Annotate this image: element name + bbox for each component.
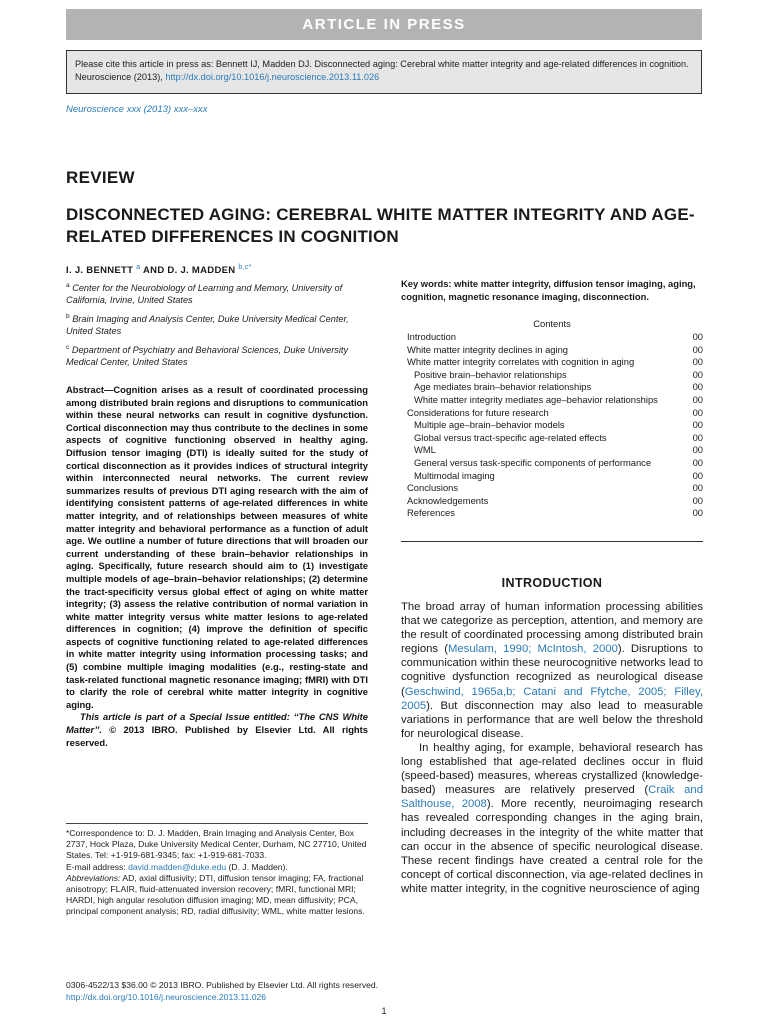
intro-text: ). Disruptions to communication within these neurocognitive networks lead to cognitive dysfunction recognized as neurological disease ( [401, 643, 703, 698]
citation-link[interactable]: Mesulam, 1990; McIntosh, 2000 [447, 643, 618, 656]
citation-box [66, 50, 702, 94]
author-name: I. J. BENNETT [66, 265, 134, 277]
toc-page: 00 [692, 343, 703, 355]
abbreviations-note [66, 873, 368, 918]
abbreviations-label: Abbreviations: [66, 872, 121, 883]
toc-item[interactable] [407, 356, 703, 369]
abstract [66, 384, 368, 749]
article-in-press-banner: ARTICLE IN PRESS [66, 9, 702, 40]
toc-subitem[interactable] [407, 381, 703, 394]
toc-label: References [407, 507, 455, 519]
toc-label: Acknowledgements [407, 494, 489, 506]
introduction-body [401, 600, 703, 896]
toc-page: 00 [692, 507, 703, 519]
special-issue-note: This article is part of a Special Issue entitled: ‘‘The CNS White Matter’’. [66, 711, 368, 736]
toc-page: 00 [692, 419, 703, 431]
footnotes [66, 823, 368, 918]
article-title: DISCONNECTED AGING: CEREBRAL WHITE MATTER INTEGRITY AND AGE-RELATED DIFFERENCES IN COGNITION [66, 205, 695, 246]
bottom-legal [66, 980, 378, 1003]
abstract-special-issue [66, 711, 368, 749]
toc-label: Multimodal imaging [414, 469, 495, 481]
affiliation-sup: b [66, 312, 70, 320]
citation-doi-link[interactable]: http://dx.doi.org/10.1016/j.neuroscience.2013.11.026 [165, 72, 380, 82]
affiliation-item [66, 280, 366, 307]
copyright-note: © 2013 IBRO. Published by Elsevier Ltd. All rights reserved. [66, 724, 368, 748]
affiliation-text: Brain Imaging and Analysis Center, Duke University Medical Center, United States [66, 313, 349, 337]
affiliation-sup: c [66, 343, 70, 351]
toc-page: 00 [692, 381, 703, 393]
intro-paragraph [401, 741, 703, 896]
contents-heading: Contents [533, 318, 571, 329]
intro-paragraph [401, 600, 703, 741]
toc-label: White matter integrity correlates with cognition in aging [407, 356, 635, 368]
intro-text: ). But disconnection may also lead to measurable variations in performance that are well below the threshold for neurological disease. [401, 699, 703, 740]
email-line [66, 862, 368, 873]
affiliations [66, 280, 366, 373]
affiliation-item [66, 311, 366, 338]
toc-page: 00 [692, 469, 703, 481]
introduction-heading: INTRODUCTION [501, 576, 603, 590]
toc-subitem[interactable] [407, 369, 703, 382]
toc-label: General versus task-specific components of performance [414, 456, 652, 468]
affiliation-sup: a [66, 282, 70, 289]
intro-text: In healthy aging, for example, behavioral research has long established that age-related declines occur in fluid (speed-based) measures, whereas crystallized (knowledge-based) measures are relatively preserved ( [401, 741, 703, 797]
author-name: D. J. MADDEN [167, 265, 236, 277]
toc-item[interactable] [407, 407, 703, 420]
correspondence-note: *Correspondence to: D. J. Madden, Brain Imaging and Analysis Center, Box 2737, Hock Plaza, Duke University Medical Center, Durham, NC 27710, United States. Tel: +1-919-681-9345; fax: +1-919-681-7033. [66, 828, 367, 861]
toc-page: 00 [692, 368, 703, 380]
section-label: REVIEW [66, 168, 135, 187]
email-suffix: (D. J. Madden). [226, 861, 288, 872]
citation-link[interactable]: Craik and Salthouse, 2008 [401, 784, 703, 811]
keywords: Key words: white matter integrity, diffusion tensor imaging, aging, cognition, magnetic resonance imaging, disconnection. [401, 278, 696, 302]
affiliation-item [66, 342, 366, 369]
toc-label: White matter integrity mediates age–behavior relationships [414, 393, 658, 405]
toc-item[interactable] [407, 344, 703, 357]
abstract-body: Abstract—Cognition arises as a result of coordinated processing among distributed brain regions and disruptions to communication within these neural networks can result in cognitive dysfunction. Cortical disconnection may thus contribute to the declines in some aspects of cognitive functioning observed in healthy aging. Diffusion tensor imaging (DTI) is ideally suited for the study of cortical disconnection as it provides indices of structural integrity within interconnected neural networks. The current review summarizes results of previous DTI aging research with the aim of identifying consistent patterns of age-related differences in white matter integrity, and of relationships between measures of white matter integrity and behavioral performance as a function of adult age. We outline a number of future directions that will broaden our current understanding of these brain–behavior relationships in aging. Specifically, future research should aim to (1) investigate multiple models of age–brain–behavior relationships; (2) determine the tract-specificity versus global effect of aging on white matter integrity; (3) assess the relative contribution of normal variation in white matter integrity versus white matter lesions to age-related differences in cognition; (4) improve the definition of specific aspects of cognitive functioning related to age-related differences in white matter integrity using information processing tasks; and (5) combine multiple imaging modalities (e.g., resting-state and task-related functional magnetic resonance imaging; fMRI) with DTI to clarify the role of cerebral white matter integrity in cognitive aging. [66, 384, 368, 710]
toc-label: Introduction [407, 331, 456, 342]
toc-subitem[interactable] [407, 444, 703, 457]
toc-page: 00 [692, 456, 703, 468]
citation-link[interactable]: Geschwind, 1965a,b; Catani and Ffytche, 2005; Filley, 2005 [401, 685, 703, 712]
toc-page: 00 [692, 482, 703, 494]
toc-item[interactable] [407, 507, 703, 520]
toc-label: WML [414, 444, 436, 456]
toc-page: 00 [692, 393, 703, 405]
toc-subitem[interactable] [407, 470, 703, 483]
toc-item[interactable] [407, 482, 703, 495]
toc-label: Conclusions [407, 482, 459, 494]
table-of-contents [407, 331, 703, 520]
toc-label: Positive brain–behavior relationships [414, 368, 567, 380]
author-join: AND [140, 265, 168, 277]
journal-line[interactable]: Neuroscience xxx (2013) xxx–xxx [66, 104, 208, 115]
citation-text: Please cite this article in press as: Bennett IJ, Madden DJ. Disconnected aging: Cerebral white matter integrity and age-related differences in cognition. Neuroscience (2013), [75, 59, 689, 82]
toc-subitem[interactable] [407, 432, 703, 445]
affiliation-marker[interactable]: b,c* [238, 264, 252, 271]
toc-page: 00 [692, 406, 703, 418]
toc-label: Global versus tract-specific age-related effects [414, 431, 607, 443]
toc-subitem[interactable] [407, 457, 703, 470]
email-label: E-mail address: [66, 861, 129, 872]
affiliation-marker[interactable]: a [136, 264, 141, 271]
author-list [66, 264, 252, 276]
abbreviations-text: AD, axial diffusivity; DTI, diffusion tensor imaging; FA, fractional anisotropy; FLAIR, fluid-attenuated inversion recovery; fMRI, functional MRI; HARDI, high angular resolution diffusion imaging; MD, mean diffusivity; PCA, principal component analysis; RD, radial diffusivity; WML, white matter lesions. [66, 872, 365, 917]
toc-subitem[interactable] [407, 419, 703, 432]
toc-page: 00 [692, 494, 703, 506]
intro-text: ). More recently, neuroimaging research has revealed corresponding changes in the aging brain, including decreases in the integrity of the white matter that can occur in the absence of specific neurological disease. These recent findings have created a central role for the concept of cortical disconnection, via age-related declines in white matter integrity, in the cognitive neuroscience of aging [401, 798, 703, 895]
toc-item[interactable] [407, 495, 703, 508]
toc-label: White matter integrity declines in aging [407, 343, 569, 355]
toc-divider [401, 541, 703, 542]
toc-page: 00 [692, 444, 703, 456]
doi-link[interactable]: http://dx.doi.org/10.1016/j.neuroscience.2013.11.026 [66, 991, 267, 1002]
toc-label: Considerations for future research [407, 406, 549, 418]
affiliation-text: Center for the Neurobiology of Learning and Memory, University of California, Irvine, United States [66, 283, 343, 306]
toc-subitem[interactable] [407, 394, 703, 407]
toc-page: 00 [692, 356, 703, 368]
toc-label: Age mediates brain–behavior relationships [414, 381, 592, 393]
email-link[interactable]: david.madden@duke.edu [128, 861, 227, 872]
toc-label: Multiple age–brain–behavior models [414, 419, 565, 431]
intro-text: The broad array of human information processing abilities that we categorize as perception, attention, and memory are the result of coordinated processing among distributed brain regions ( [401, 601, 703, 656]
toc-item[interactable] [407, 331, 703, 344]
page-number: 1 [381, 1006, 387, 1016]
affiliation-text: Department of Psychiatry and Behavioral Sciences, Duke University Medical Center, United States [66, 344, 349, 368]
toc-page: 00 [692, 431, 703, 443]
issn-copyright-line: 0306-4522/13 $36.00 © 2013 IBRO. Published by Elsevier Ltd. All rights reserved. [66, 980, 379, 990]
toc-page: 00 [692, 331, 703, 342]
